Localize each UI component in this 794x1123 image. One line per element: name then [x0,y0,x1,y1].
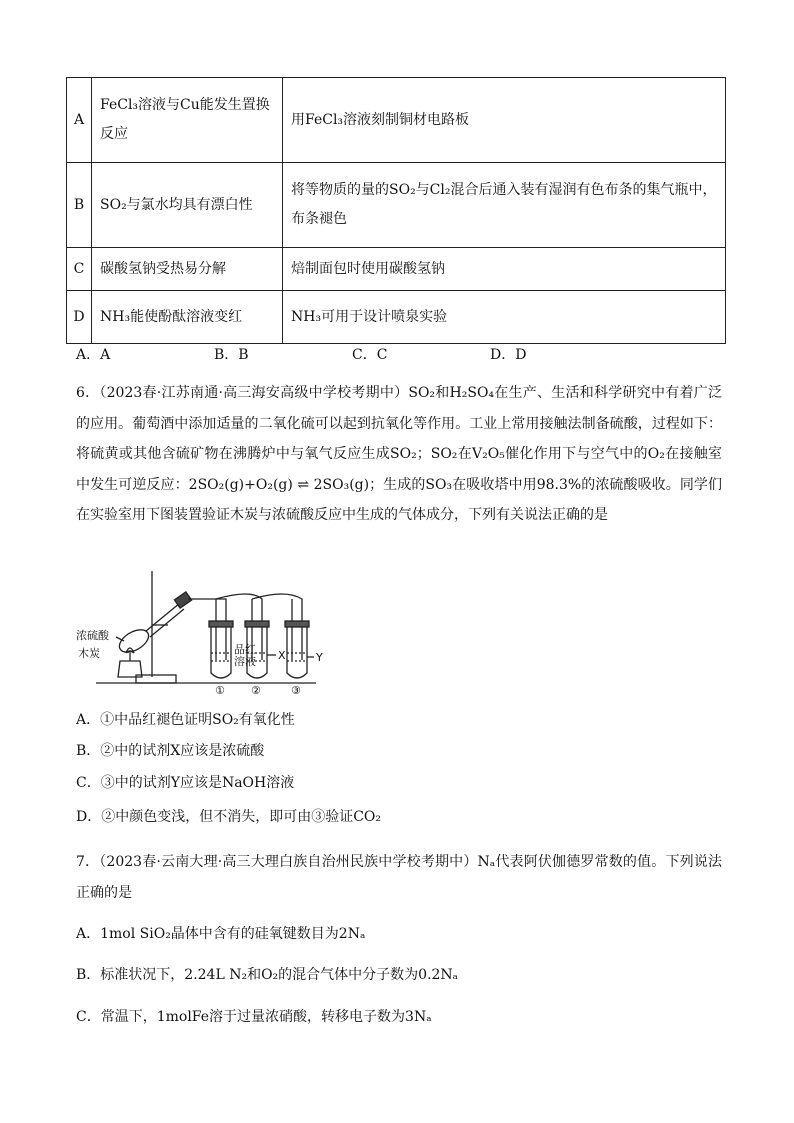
table-row [67,163,726,248]
q7-stem: 7．（2023春·云南大理·高三大理白族自治州民族中学校考期中）Nₐ代表阿伏伽德罗常数的值。下列说法正确的是 [76,854,722,901]
table-row [67,291,726,344]
row-letter: B [67,163,92,248]
row-statement: SO₂与氯水均具有漂白性 [92,163,283,248]
label-carbon: 木炭 [78,647,100,660]
row-application: 焙制面包时使用碳酸氢钠 [283,248,726,291]
q7-option-a[interactable]: A．1mol SiO₂晶体中含有的硅氧键数目为2Nₐ [76,926,366,942]
table-row [67,78,726,163]
options-table [66,77,726,344]
label-n3: ③ [291,684,301,695]
row-application: 用FeCl₃溶液刻制铜材电路板 [283,78,726,163]
label-n2: ② [251,684,261,695]
label-x: X [278,649,286,662]
row-statement: FeCl₃溶液与Cu能发生置换反应 [92,78,283,163]
apparatus-figure [76,565,336,695]
q6-option-b[interactable]: B．②中的试剂X应该是浓硫酸 [76,743,265,759]
q6-option-c[interactable]: C．③中的试剂Y应该是NaOH溶液 [76,775,295,791]
choice-d[interactable]: D．D [490,347,527,363]
label-n1: ① [215,684,225,695]
label-pinhong-2: 溶液 [234,655,256,668]
label-pinhong-1: 品红 [234,643,256,656]
row-statement: NH₃能使酚酞溶液变红 [92,291,283,344]
q6-option-a[interactable]: A．①中品红褪色证明SO₂有氧化性 [76,712,295,728]
q7-option-b[interactable]: B．标准状况下，2.24L N₂和O₂的混合气体中分子数为0.2Nₐ [76,967,459,983]
row-statement: 碳酸氢钠受热易分解 [92,248,283,291]
label-conc-acid: 浓硫酸 [76,629,109,642]
row-letter: A [67,78,92,163]
q7-option-c[interactable]: C．常温下，1molFe溶于过量浓硝酸，转移电子数为3Nₐ [76,1009,432,1025]
row-application: NH₃可用于设计喷泉实验 [283,291,726,344]
q6-stem: 6．（2023春·江苏南通·高三海安高级中学校考期中）SO₂和H₂SO₄在生产、生活和科学研究中有着广泛的应用。葡萄酒中添加适量的二氧化硫可以起到抗氧化等作用。工业上常用接触法制备硫酸，过程如下：将硫黄或其他含硫矿物在沸腾炉中与氧气反应生成SO₂；SO₂在V₂O₅催化作用下与空气中的O₂在接触室中发生可逆反应：2SO₂(g)+O₂(g) ⇌ 2SO₃(g)；生成的SO₃在吸收塔中用98.3%的浓硫酸吸收。同学们在实验室用下图装置验证木炭与浓硫酸反应中生成的气体成分，下列有关说法正确的是 [76,385,722,524]
q6-option-d[interactable]: D．②中颜色变浅，但不消失，即可由③验证CO₂ [76,809,382,825]
table-row [67,248,726,291]
label-y: Y [316,651,323,664]
choice-a[interactable]: A．A [76,347,111,363]
choice-c[interactable]: C．C [352,347,388,363]
choice-b[interactable]: B．B [214,347,249,363]
row-letter: C [67,248,92,291]
row-application: 将等物质的量的SO₂与Cl₂混合后通入装有湿润有色布条的集气瓶中，布条褪色 [283,163,726,248]
row-letter: D [67,291,92,344]
q5-choices [76,344,628,364]
